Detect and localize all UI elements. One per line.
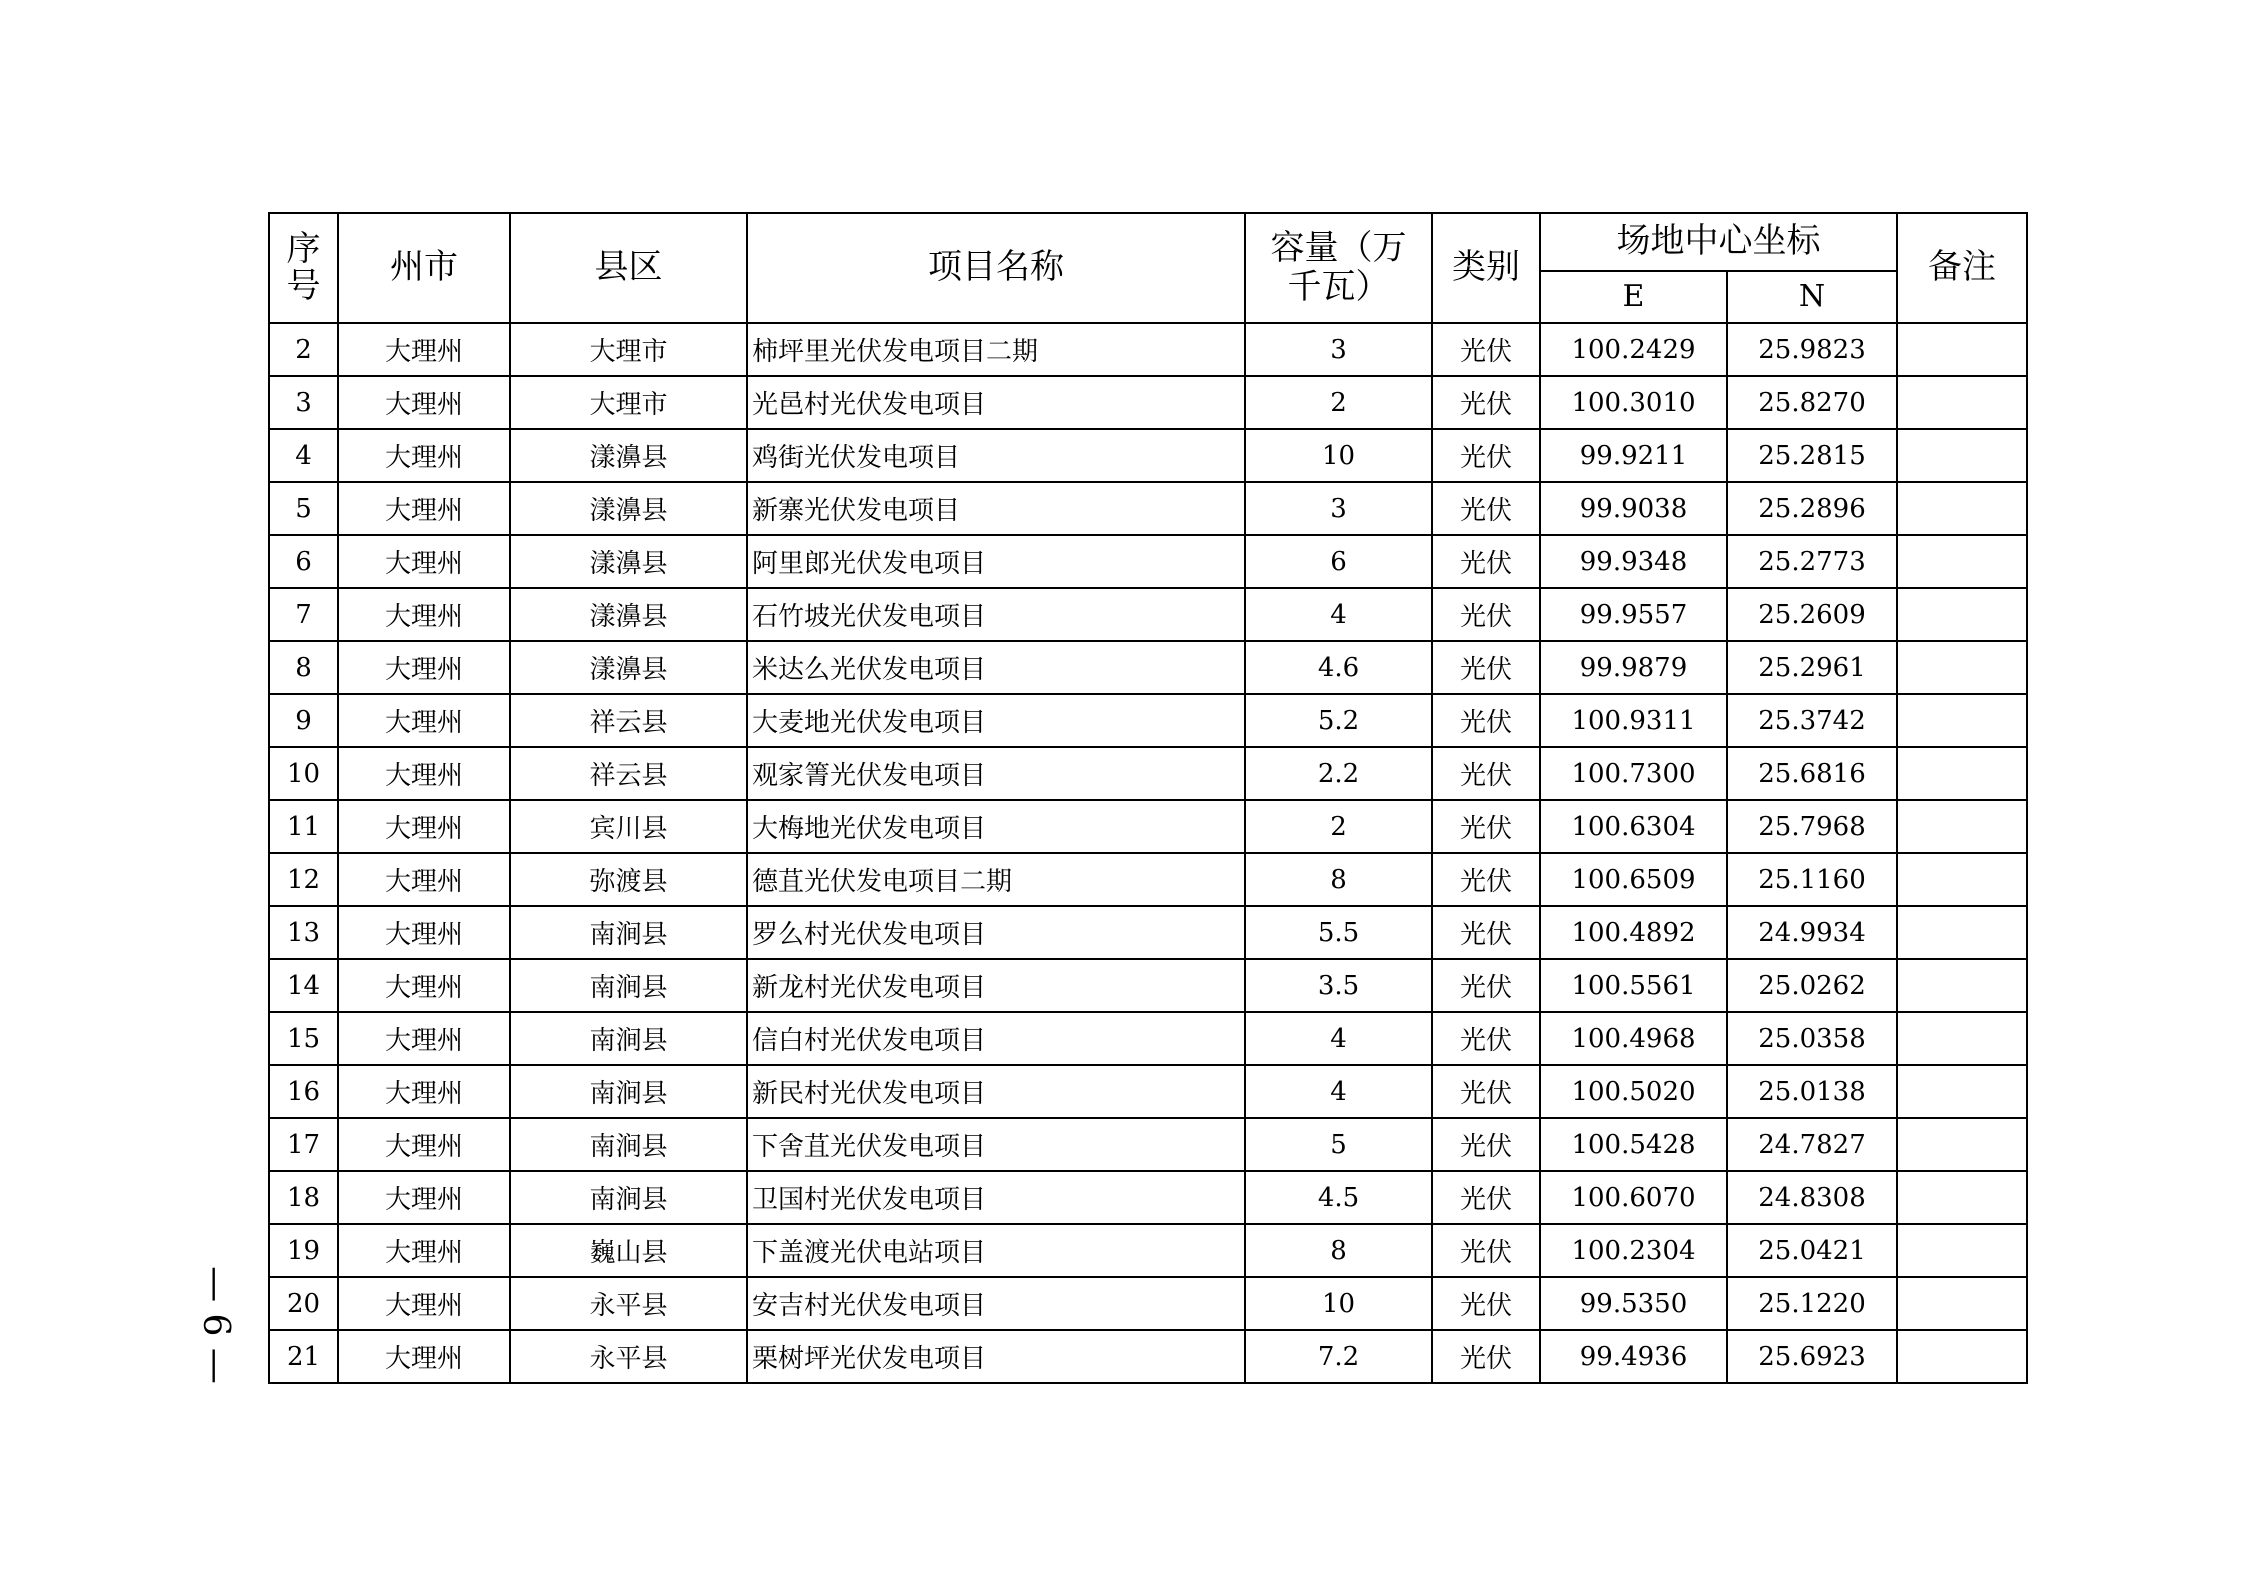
cell-capacity: 4 — [1245, 1065, 1432, 1118]
cell-remarks — [1897, 747, 2027, 800]
cell-coord-n: 25.2609 — [1727, 588, 1897, 641]
cell-capacity: 5.2 — [1245, 694, 1432, 747]
cell-capacity: 6 — [1245, 535, 1432, 588]
header-coord-n: N — [1727, 271, 1897, 323]
cell-category: 光伏 — [1432, 429, 1540, 482]
header-prefecture: 州市 — [338, 213, 510, 323]
cell-seq: 21 — [269, 1330, 338, 1383]
cell-remarks — [1897, 800, 2027, 853]
cell-county: 巍山县 — [510, 1224, 747, 1277]
cell-remarks — [1897, 641, 2027, 694]
cell-category: 光伏 — [1432, 1012, 1540, 1065]
cell-capacity: 2 — [1245, 800, 1432, 853]
cell-coord-n: 25.8270 — [1727, 376, 1897, 429]
cell-project-name: 新民村光伏发电项目 — [747, 1065, 1245, 1118]
cell-remarks — [1897, 1330, 2027, 1383]
cell-coord-n: 25.2815 — [1727, 429, 1897, 482]
cell-prefecture: 大理州 — [338, 1012, 510, 1065]
cell-coord-e: 99.4936 — [1540, 1330, 1727, 1383]
table-row — [269, 1277, 2027, 1330]
header-county: 县区 — [510, 213, 747, 323]
cell-prefecture: 大理州 — [338, 1171, 510, 1224]
cell-seq: 15 — [269, 1012, 338, 1065]
header-project-name: 项目名称 — [747, 213, 1245, 323]
cell-project-name: 下盖渡光伏电站项目 — [747, 1224, 1245, 1277]
cell-capacity: 10 — [1245, 429, 1432, 482]
cell-prefecture: 大理州 — [338, 376, 510, 429]
cell-prefecture: 大理州 — [338, 588, 510, 641]
cell-capacity: 3 — [1245, 323, 1432, 376]
table-body — [269, 323, 2027, 1383]
cell-project-name: 观家箐光伏发电项目 — [747, 747, 1245, 800]
cell-capacity: 8 — [1245, 1224, 1432, 1277]
cell-county: 南涧县 — [510, 906, 747, 959]
table-row — [269, 747, 2027, 800]
cell-prefecture: 大理州 — [338, 323, 510, 376]
cell-project-name: 罗么村光伏发电项目 — [747, 906, 1245, 959]
cell-county: 宾川县 — [510, 800, 747, 853]
cell-project-name: 新寨光伏发电项目 — [747, 482, 1245, 535]
header-coordinates: 场地中心坐标 — [1540, 213, 1897, 271]
cell-remarks — [1897, 482, 2027, 535]
cell-capacity: 10 — [1245, 1277, 1432, 1330]
cell-remarks — [1897, 906, 2027, 959]
cell-category: 光伏 — [1432, 482, 1540, 535]
cell-coord-n: 25.2896 — [1727, 482, 1897, 535]
table-row — [269, 853, 2027, 906]
table-row — [269, 429, 2027, 482]
cell-category: 光伏 — [1432, 694, 1540, 747]
cell-county: 漾濞县 — [510, 482, 747, 535]
header-row — [269, 213, 2027, 271]
cell-county: 大理市 — [510, 323, 747, 376]
cell-coord-e: 100.5561 — [1540, 959, 1727, 1012]
cell-coord-e: 100.6509 — [1540, 853, 1727, 906]
cell-category: 光伏 — [1432, 747, 1540, 800]
cell-remarks — [1897, 1118, 2027, 1171]
cell-coord-n: 25.7968 — [1727, 800, 1897, 853]
cell-coord-n: 24.9934 — [1727, 906, 1897, 959]
cell-project-name: 下舍苴光伏发电项目 — [747, 1118, 1245, 1171]
cell-seq: 13 — [269, 906, 338, 959]
cell-seq: 9 — [269, 694, 338, 747]
cell-seq: 17 — [269, 1118, 338, 1171]
cell-remarks — [1897, 376, 2027, 429]
cell-category: 光伏 — [1432, 1118, 1540, 1171]
cell-coord-e: 99.9557 — [1540, 588, 1727, 641]
table-row — [269, 588, 2027, 641]
table-row — [269, 1171, 2027, 1224]
cell-capacity: 4.5 — [1245, 1171, 1432, 1224]
cell-coord-e: 99.5350 — [1540, 1277, 1727, 1330]
cell-category: 光伏 — [1432, 376, 1540, 429]
cell-coord-e: 100.4968 — [1540, 1012, 1727, 1065]
table-row — [269, 482, 2027, 535]
cell-county: 南涧县 — [510, 1065, 747, 1118]
cell-coord-e: 100.3010 — [1540, 376, 1727, 429]
table-row — [269, 906, 2027, 959]
cell-county: 南涧县 — [510, 1171, 747, 1224]
cell-category: 光伏 — [1432, 906, 1540, 959]
header-category: 类别 — [1432, 213, 1540, 323]
cell-coord-e: 99.9211 — [1540, 429, 1727, 482]
table-row — [269, 1330, 2027, 1383]
cell-capacity: 5 — [1245, 1118, 1432, 1171]
cell-coord-n: 25.6816 — [1727, 747, 1897, 800]
header-capacity: 容量（万千瓦） — [1245, 213, 1432, 323]
cell-prefecture: 大理州 — [338, 1065, 510, 1118]
table-row — [269, 641, 2027, 694]
table-row — [269, 800, 2027, 853]
cell-coord-n: 25.0138 — [1727, 1065, 1897, 1118]
cell-seq: 2 — [269, 323, 338, 376]
cell-capacity: 5.5 — [1245, 906, 1432, 959]
cell-coord-e: 100.5428 — [1540, 1118, 1727, 1171]
cell-remarks — [1897, 1171, 2027, 1224]
cell-prefecture: 大理州 — [338, 800, 510, 853]
cell-seq: 3 — [269, 376, 338, 429]
cell-project-name: 米达么光伏发电项目 — [747, 641, 1245, 694]
cell-prefecture: 大理州 — [338, 482, 510, 535]
table-row — [269, 694, 2027, 747]
project-table — [268, 212, 2028, 1384]
cell-prefecture: 大理州 — [338, 906, 510, 959]
cell-county: 南涧县 — [510, 1118, 747, 1171]
cell-county: 大理市 — [510, 376, 747, 429]
cell-category: 光伏 — [1432, 1330, 1540, 1383]
cell-coord-n: 25.1220 — [1727, 1277, 1897, 1330]
cell-category: 光伏 — [1432, 588, 1540, 641]
cell-category: 光伏 — [1432, 323, 1540, 376]
cell-coord-e: 100.7300 — [1540, 747, 1727, 800]
table-row — [269, 1012, 2027, 1065]
cell-capacity: 2 — [1245, 376, 1432, 429]
cell-remarks — [1897, 1012, 2027, 1065]
cell-seq: 4 — [269, 429, 338, 482]
cell-seq: 20 — [269, 1277, 338, 1330]
table-row — [269, 323, 2027, 376]
cell-coord-e: 99.9348 — [1540, 535, 1727, 588]
cell-category: 光伏 — [1432, 1171, 1540, 1224]
cell-seq: 8 — [269, 641, 338, 694]
cell-coord-e: 100.5020 — [1540, 1065, 1727, 1118]
cell-coord-n: 25.3742 — [1727, 694, 1897, 747]
cell-county: 漾濞县 — [510, 429, 747, 482]
cell-remarks — [1897, 959, 2027, 1012]
cell-coord-n: 24.7827 — [1727, 1118, 1897, 1171]
cell-category: 光伏 — [1432, 1224, 1540, 1277]
cell-category: 光伏 — [1432, 853, 1540, 906]
cell-capacity: 4.6 — [1245, 641, 1432, 694]
cell-coord-e: 100.2304 — [1540, 1224, 1727, 1277]
cell-remarks — [1897, 694, 2027, 747]
cell-coord-n: 25.0262 — [1727, 959, 1897, 1012]
table-row — [269, 959, 2027, 1012]
cell-category: 光伏 — [1432, 535, 1540, 588]
project-table-container — [268, 212, 2026, 1384]
cell-seq: 19 — [269, 1224, 338, 1277]
cell-category: 光伏 — [1432, 1277, 1540, 1330]
cell-prefecture: 大理州 — [338, 429, 510, 482]
cell-remarks — [1897, 588, 2027, 641]
cell-remarks — [1897, 323, 2027, 376]
cell-county: 南涧县 — [510, 959, 747, 1012]
cell-remarks — [1897, 1065, 2027, 1118]
cell-project-name: 栗树坪光伏发电项目 — [747, 1330, 1245, 1383]
cell-county: 漾濞县 — [510, 641, 747, 694]
cell-coord-e: 100.9311 — [1540, 694, 1727, 747]
header-seq: 序号 — [269, 213, 338, 323]
cell-coord-e: 99.9038 — [1540, 482, 1727, 535]
cell-prefecture: 大理州 — [338, 747, 510, 800]
cell-capacity: 3 — [1245, 482, 1432, 535]
cell-category: 光伏 — [1432, 1065, 1540, 1118]
cell-coord-n: 25.2961 — [1727, 641, 1897, 694]
cell-prefecture: 大理州 — [338, 1330, 510, 1383]
cell-prefecture: 大理州 — [338, 694, 510, 747]
cell-county: 永平县 — [510, 1330, 747, 1383]
cell-prefecture: 大理州 — [338, 959, 510, 1012]
cell-county: 南涧县 — [510, 1012, 747, 1065]
cell-prefecture: 大理州 — [338, 853, 510, 906]
cell-capacity: 7.2 — [1245, 1330, 1432, 1383]
cell-seq: 18 — [269, 1171, 338, 1224]
table-row — [269, 1065, 2027, 1118]
cell-seq: 12 — [269, 853, 338, 906]
header-coord-e: E — [1540, 271, 1727, 323]
cell-county: 弥渡县 — [510, 853, 747, 906]
cell-coord-n: 25.2773 — [1727, 535, 1897, 588]
cell-capacity: 4 — [1245, 1012, 1432, 1065]
cell-seq: 6 — [269, 535, 338, 588]
table-row — [269, 1118, 2027, 1171]
cell-county: 漾濞县 — [510, 535, 747, 588]
cell-remarks — [1897, 853, 2027, 906]
cell-project-name: 柿坪里光伏发电项目二期 — [747, 323, 1245, 376]
cell-project-name: 大梅地光伏发电项目 — [747, 800, 1245, 853]
cell-project-name: 安吉村光伏发电项目 — [747, 1277, 1245, 1330]
cell-category: 光伏 — [1432, 800, 1540, 853]
cell-remarks — [1897, 1277, 2027, 1330]
cell-coord-n: 24.8308 — [1727, 1171, 1897, 1224]
cell-project-name: 信白村光伏发电项目 — [747, 1012, 1245, 1065]
cell-project-name: 鸡街光伏发电项目 — [747, 429, 1245, 482]
page-number: — 6 — — [195, 1266, 237, 1384]
cell-project-name: 卫国村光伏发电项目 — [747, 1171, 1245, 1224]
cell-prefecture: 大理州 — [338, 1118, 510, 1171]
cell-category: 光伏 — [1432, 641, 1540, 694]
cell-project-name: 石竹坡光伏发电项目 — [747, 588, 1245, 641]
cell-coord-e: 99.9879 — [1540, 641, 1727, 694]
cell-seq: 10 — [269, 747, 338, 800]
cell-seq: 5 — [269, 482, 338, 535]
cell-project-name: 德苴光伏发电项目二期 — [747, 853, 1245, 906]
table-row — [269, 1224, 2027, 1277]
cell-coord-e: 100.6304 — [1540, 800, 1727, 853]
cell-coord-n: 25.6923 — [1727, 1330, 1897, 1383]
cell-coord-e: 100.2429 — [1540, 323, 1727, 376]
table-row — [269, 376, 2027, 429]
cell-seq: 16 — [269, 1065, 338, 1118]
cell-remarks — [1897, 1224, 2027, 1277]
cell-remarks — [1897, 535, 2027, 588]
cell-prefecture: 大理州 — [338, 1277, 510, 1330]
cell-prefecture: 大理州 — [338, 535, 510, 588]
cell-prefecture: 大理州 — [338, 1224, 510, 1277]
cell-category: 光伏 — [1432, 959, 1540, 1012]
cell-coord-n: 25.0358 — [1727, 1012, 1897, 1065]
cell-capacity: 4 — [1245, 588, 1432, 641]
cell-capacity: 3.5 — [1245, 959, 1432, 1012]
cell-prefecture: 大理州 — [338, 641, 510, 694]
cell-county: 祥云县 — [510, 747, 747, 800]
cell-county: 祥云县 — [510, 694, 747, 747]
cell-seq: 11 — [269, 800, 338, 853]
cell-capacity: 8 — [1245, 853, 1432, 906]
header-remarks: 备注 — [1897, 213, 2027, 323]
cell-county: 永平县 — [510, 1277, 747, 1330]
cell-project-name: 大麦地光伏发电项目 — [747, 694, 1245, 747]
cell-remarks — [1897, 429, 2027, 482]
cell-project-name: 阿里郎光伏发电项目 — [747, 535, 1245, 588]
cell-coord-e: 100.4892 — [1540, 906, 1727, 959]
cell-project-name: 光邑村光伏发电项目 — [747, 376, 1245, 429]
cell-seq: 14 — [269, 959, 338, 1012]
table-row — [269, 535, 2027, 588]
cell-coord-n: 25.9823 — [1727, 323, 1897, 376]
cell-project-name: 新龙村光伏发电项目 — [747, 959, 1245, 1012]
cell-county: 漾濞县 — [510, 588, 747, 641]
cell-coord-n: 25.0421 — [1727, 1224, 1897, 1277]
cell-coord-e: 100.6070 — [1540, 1171, 1727, 1224]
cell-capacity: 2.2 — [1245, 747, 1432, 800]
cell-coord-n: 25.1160 — [1727, 853, 1897, 906]
cell-seq: 7 — [269, 588, 338, 641]
